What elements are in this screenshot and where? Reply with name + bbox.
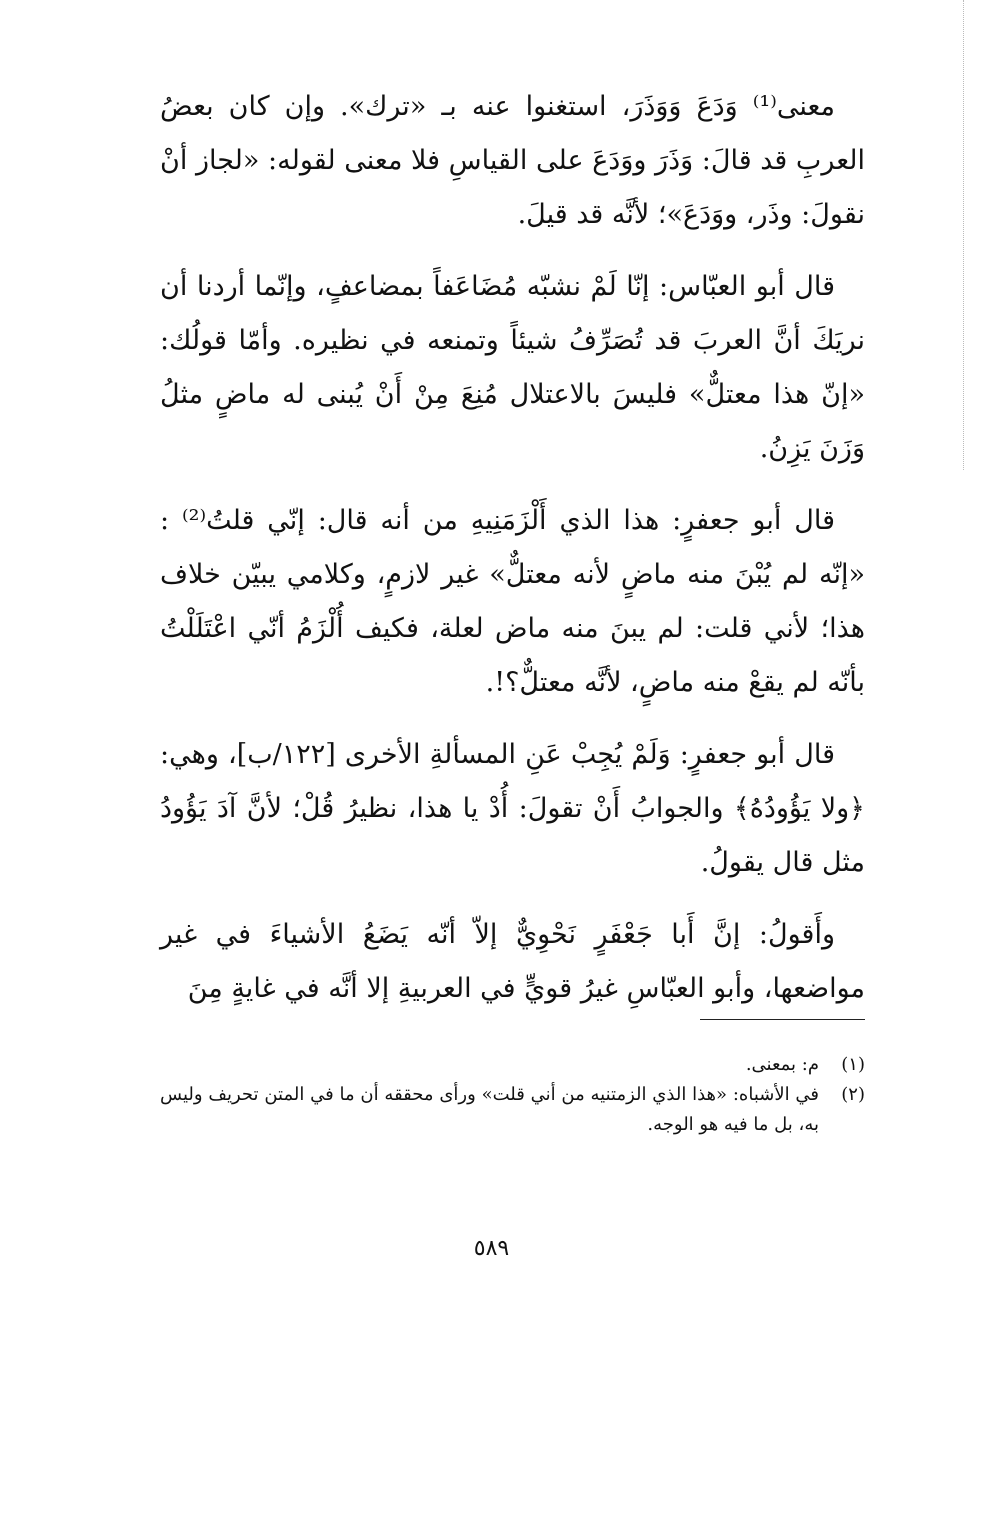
footnote-text: م: بمعنى.: [745, 1054, 819, 1075]
scan-edge-mark: [963, 0, 964, 470]
paragraph-4: قال أبو جعفرٍ: وَلَمْ يُجِبْ عَنِ المسألةِ الأخرى [١٢٢/ب]، وهي: ﴿ولا يَؤُودُهُ﴾ والجوابُ أَنْ تقولَ: أُدْ يا هذا، نظيرُ قُلْ؛ لأنَّ آدَ يَؤُودُ مثل قال يقولُ.: [160, 739, 865, 878]
footnote-2: [160, 1080, 865, 1140]
footnotes: [160, 1050, 865, 1140]
paragraph-3: قال أبو جعفرٍ: هذا الذي أَلْزَمَنِيهِ من أنه قال: إنّي قلتُ⁽²⁾ : «إنّه لم يُبْنَ منه ماضٍ لأنه معتلٌّ» غير لازمٍ، وكلامي يبيّن خلاف هذا؛ لأني قلت: لم يبنَ منه ماض لعلة، فكيف أُلْزَمُ أنّي اعْتَلَلْتُ بأنّه لم يقعْ منه ماضٍ، لأنَّه معتلٌّ؟!.: [160, 505, 865, 698]
paragraph-2: قال أبو العبّاس: إنّا لَمْ نشبّه مُضَاعَفاً بمضاعفٍ، وإنّما أردنا أن نريَكَ أنَّ العربَ قد تُصَرِّفُ شيئاً وتمنعه في نظيره. وأمّا قولُك: «إنّ هذا معتلٌّ» فليسَ بالاعتلال مُنِعَ مِنْ أَنْ يُبنى له ماضٍ مثلُ وَزَنَ يَزِنُ.: [160, 271, 865, 464]
main-text: [160, 80, 865, 1034]
footnote-number: (٢): [841, 1084, 865, 1105]
page-number: ٥٨٩: [473, 1236, 510, 1261]
paragraph-5: وأَقولُ: إنَّ أَبا جَعْفَرٍ نَحْوِيٌّ إلاّ أنّه يَضَعُ الأشياءَ في غير مواضعها، وأبو العبّاسِ غيرُ قويٍّ في العربيةِ إلا أنَّه في غايةٍ مِنَ: [160, 919, 865, 1004]
footnote-text: في الأشباه: «هذا الذي الزمتنيه من أني قلت» ورأى محققه أن ما في المتن تحريف وليس به، بل ما فيه هو الوجه.: [160, 1084, 819, 1135]
paragraph-1: معنى⁽¹⁾ وَدَعَ وَوَذَرَ، استغنوا عنه بـ «ترك». وإن كان بعضُ العربِ قد قالَ: وَذَرَ ووَدَعَ على القياسِ فلا معنى لقوله: «لجاز أنْ نقولَ: وذَر، ووَدَعَ»؛ لأنَّه قد قيلَ.: [160, 91, 865, 230]
footnote-separator: [700, 1019, 865, 1020]
footnote-1: [160, 1050, 865, 1080]
footnote-number: (١): [841, 1054, 865, 1075]
